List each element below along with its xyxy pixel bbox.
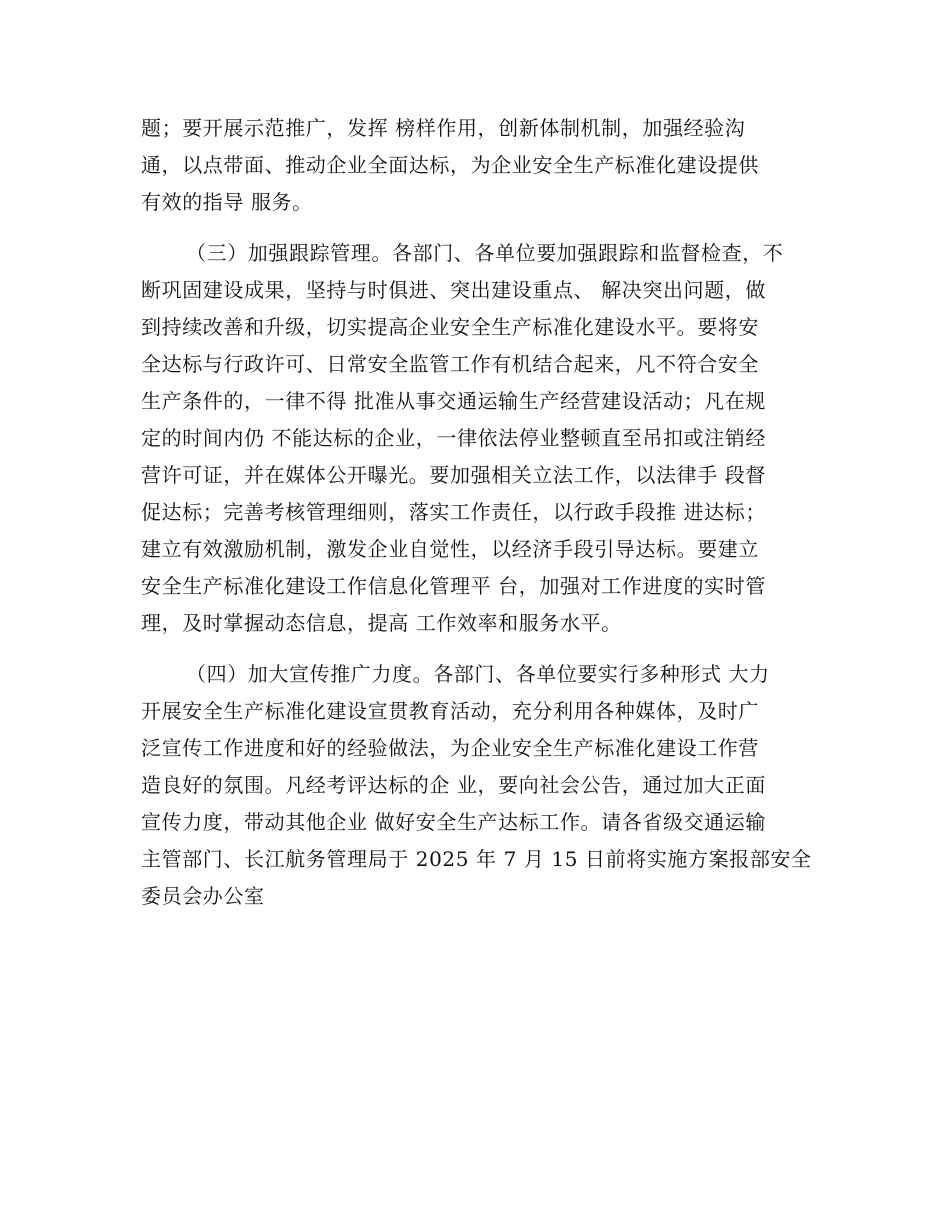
paragraph-2-line-1: （三）加强跟踪管理。各部门、各单位要加强跟踪和监督检查，不	[186, 241, 784, 265]
paragraph-3-line-1: （四）加大宣传推广力度。各部门、各单位要实行多种形式 大力	[186, 662, 770, 686]
paragraph-3-line-4: 造良好的氛围。凡经考评达标的企 业，要向社会公告，通过加大正面	[141, 773, 766, 797]
paragraph-2-line-7: 营许可证，并在媒体公开曝光。要加强相关立法工作，以法律手 段督	[141, 463, 766, 487]
paragraph-2-line-5: 生产条件的，一律不得 批准从事交通运输生产经营建设活动；凡在规	[141, 389, 766, 413]
paragraph-1-line-2: 通，以点带面、推动企业全面达标，为企业安全生产标准化建设提供	[141, 153, 759, 177]
paragraph-3-line-6: 主管部门、长江航务管理局于 2025 年 7 月 15 日前将实施方案报部安全	[141, 847, 812, 871]
paragraph-2-line-6: 定的时间内仍 不能达标的企业，一律依法停业整顿直至吊扣或注销经	[141, 426, 766, 450]
paragraph-3-line-5: 宣传力度，带动其他企业 做好安全生产达标工作。请各省级交通运输	[141, 810, 766, 834]
paragraph-2-line-3: 到持续改善和升级，切实提高企业安全生产标准化建设水平。要将安	[141, 315, 759, 339]
paragraph-3-line-3: 泛宣传工作进度和好的经验做法，为企业安全生产标准化建设工作营	[141, 736, 759, 760]
paragraph-1-line-3: 有效的指导 服务。	[141, 190, 313, 214]
paragraph-3-line-7: 委员会办公室	[141, 884, 265, 908]
paragraph-2-line-2: 断巩固建设成果，坚持与时俱进、突出建设重点、 解决突出问题，做	[141, 278, 766, 302]
paragraph-2-line-9: 建立有效激励机制，激发企业自觉性，以经济手段引导达标。要建立	[141, 537, 759, 561]
paragraph-2-line-11: 理，及时掌握动态信息，提高 工作效率和服务水平。	[141, 611, 622, 635]
paragraph-2-line-8: 促达标；完善考核管理细则，落实工作责任，以行政手段推 进达标；	[141, 500, 766, 524]
paragraph-1-line-1: 题；要开展示范推广，发挥 榜样作用，创新体制机制，加强经验沟	[141, 116, 746, 140]
paragraph-2-line-10: 安全生产标准化建设工作信息化管理平 台，加强对工作进度的实时管	[141, 574, 766, 598]
paragraph-2-line-4: 全达标与行政许可、日常安全监管工作有机结合起来，凡不符合安全	[141, 352, 759, 376]
paragraph-3-line-2: 开展安全生产标准化建设宣贯教育活动，充分利用各种媒体，及时广	[141, 699, 759, 723]
